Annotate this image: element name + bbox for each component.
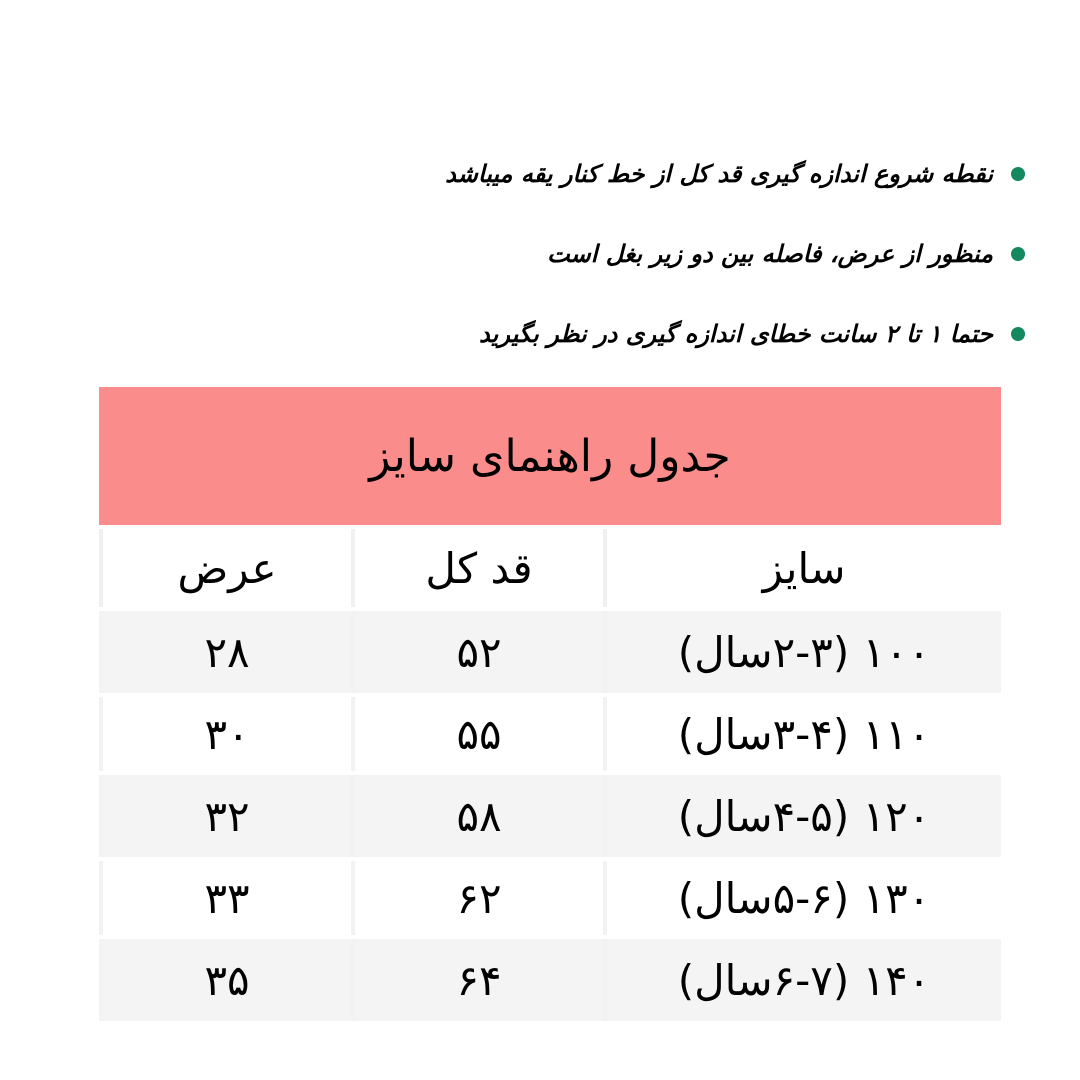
note-item [125,310,1025,358]
cell-size: ۱۰۰ (۲-۳سال) [607,611,1001,693]
cell-width: ۲۸ [103,611,351,693]
header-length: قد کل [355,529,603,607]
bullet-icon [1011,247,1025,261]
bullet-icon [1011,167,1025,181]
note-item [125,230,1025,278]
table-title: جدول راهنمای سایز [99,387,1001,525]
notes-list [125,150,1025,390]
cell-size: ۱۴۰ (۶-۷سال) [607,939,1001,1021]
cell-length: ۵۵ [355,697,603,771]
header-width: عرض [103,529,351,607]
cell-width: ۳۰ [103,697,351,771]
cell-length: ۵۲ [355,611,603,693]
table-header-row [99,529,1001,607]
header-size: سایز [607,529,1001,607]
note-text: حتما ۱ تا ۲ سانت خطای اندازه گیری در نظر بگیرید [479,320,993,348]
table-row [99,939,1001,1021]
cell-width: ۳۳ [103,861,351,935]
table-row [99,697,1001,771]
cell-length: ۵۸ [355,775,603,857]
bullet-icon [1011,327,1025,341]
table-row [99,861,1001,935]
size-guide-table [99,387,1001,1025]
note-item [125,150,1025,198]
cell-width: ۳۲ [103,775,351,857]
cell-size: ۱۲۰ (۴-۵سال) [607,775,1001,857]
cell-size: ۱۳۰ (۵-۶سال) [607,861,1001,935]
cell-length: ۶۴ [355,939,603,1021]
cell-width: ۳۵ [103,939,351,1021]
table-row [99,775,1001,857]
table-row [99,611,1001,693]
note-text: نقطه شروع اندازه گیری قد کل از خط کنار یقه میباشد [445,160,993,188]
cell-size: ۱۱۰ (۳-۴سال) [607,697,1001,771]
cell-length: ۶۲ [355,861,603,935]
note-text: منظور از عرض، فاصله بین دو زیر بغل است [547,240,993,268]
